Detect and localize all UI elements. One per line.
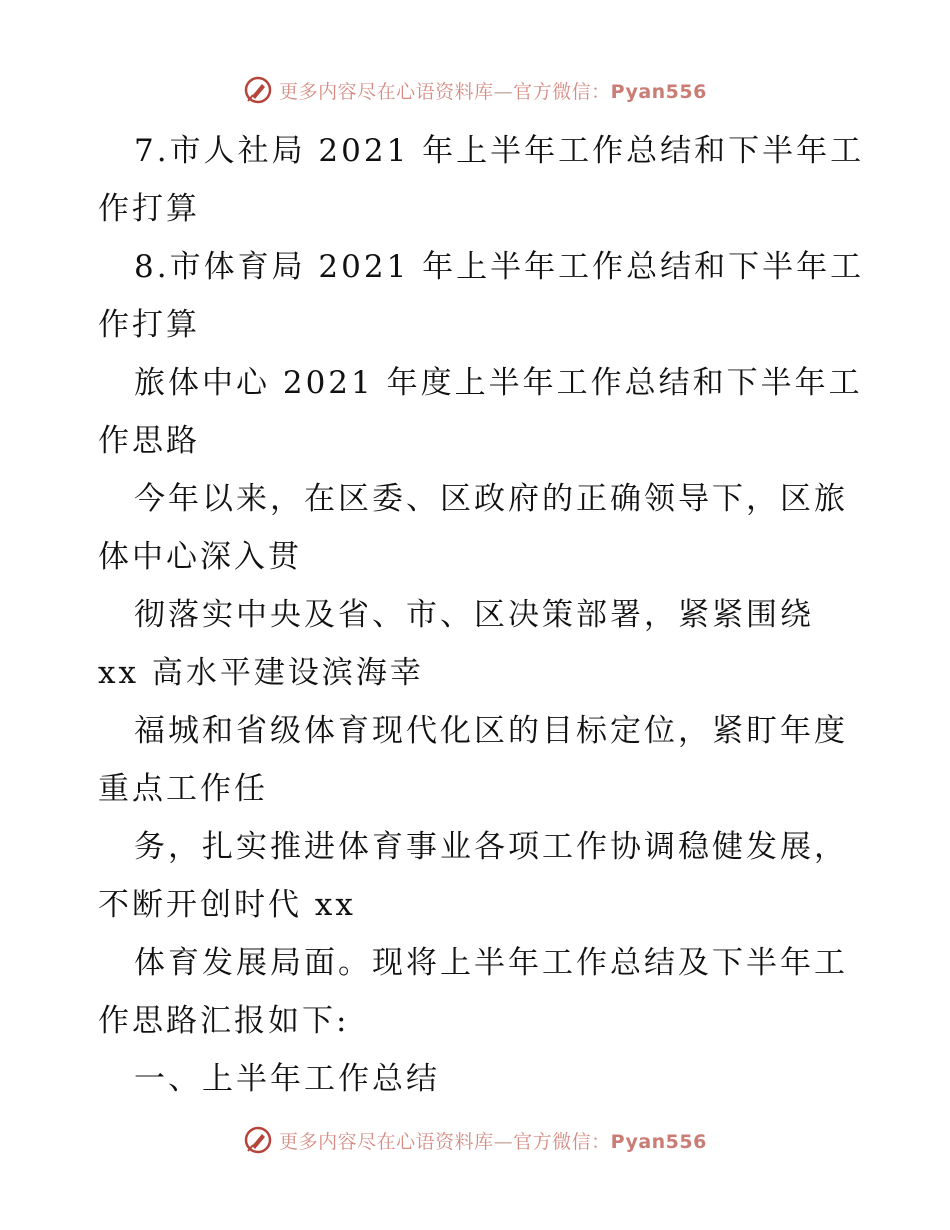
text-line: 彻落实中央及省、市、区决策部署，紧紧围绕 (134, 597, 814, 633)
text-line: 作思路汇报如下: (98, 1003, 350, 1039)
pen-circle-logo-icon (243, 75, 273, 105)
header-watermark-banner (0, 70, 950, 110)
pen-circle-logo-icon (243, 1125, 273, 1155)
text-line: 重点工作任 (98, 771, 268, 807)
text-line: 体育发展局面。现将上半年工作总结及下半年工 (134, 945, 848, 981)
watermark-text: 更多内容尽在心语资料库—官方微信：Pyan556 (279, 1130, 707, 1153)
text-line: 体中心深入贯 (98, 539, 302, 575)
text-line: 作打算 (98, 307, 200, 343)
text-line: xx 高水平建设滨海幸 (98, 655, 424, 691)
text-line: 今年以来，在区委、区政府的正确领导下，区旅 (134, 481, 848, 517)
footer-watermark-banner (0, 1120, 950, 1160)
text-line: 福城和省级体育现代化区的目标定位，紧盯年度 (134, 713, 848, 749)
text-line: 7.市人社局 2021 年上半年工作总结和下半年工 (134, 133, 865, 169)
document-body (98, 122, 865, 1108)
section-heading: 一、上半年工作总结 (134, 1061, 440, 1097)
text-line: 8.市体育局 2021 年上半年工作总结和下半年工 (134, 249, 865, 285)
text-line: 作打算 (98, 191, 200, 227)
text-line: 不断开创时代 xx (98, 887, 356, 923)
text-line: 旅体中心 2021 年度上半年工作总结和下半年工 (134, 365, 863, 401)
watermark-text: 更多内容尽在心语资料库—官方微信：Pyan556 (279, 80, 707, 103)
text-line: 作思路 (98, 423, 200, 459)
text-line: 务，扎实推进体育事业各项工作协调稳健发展， (134, 829, 848, 865)
